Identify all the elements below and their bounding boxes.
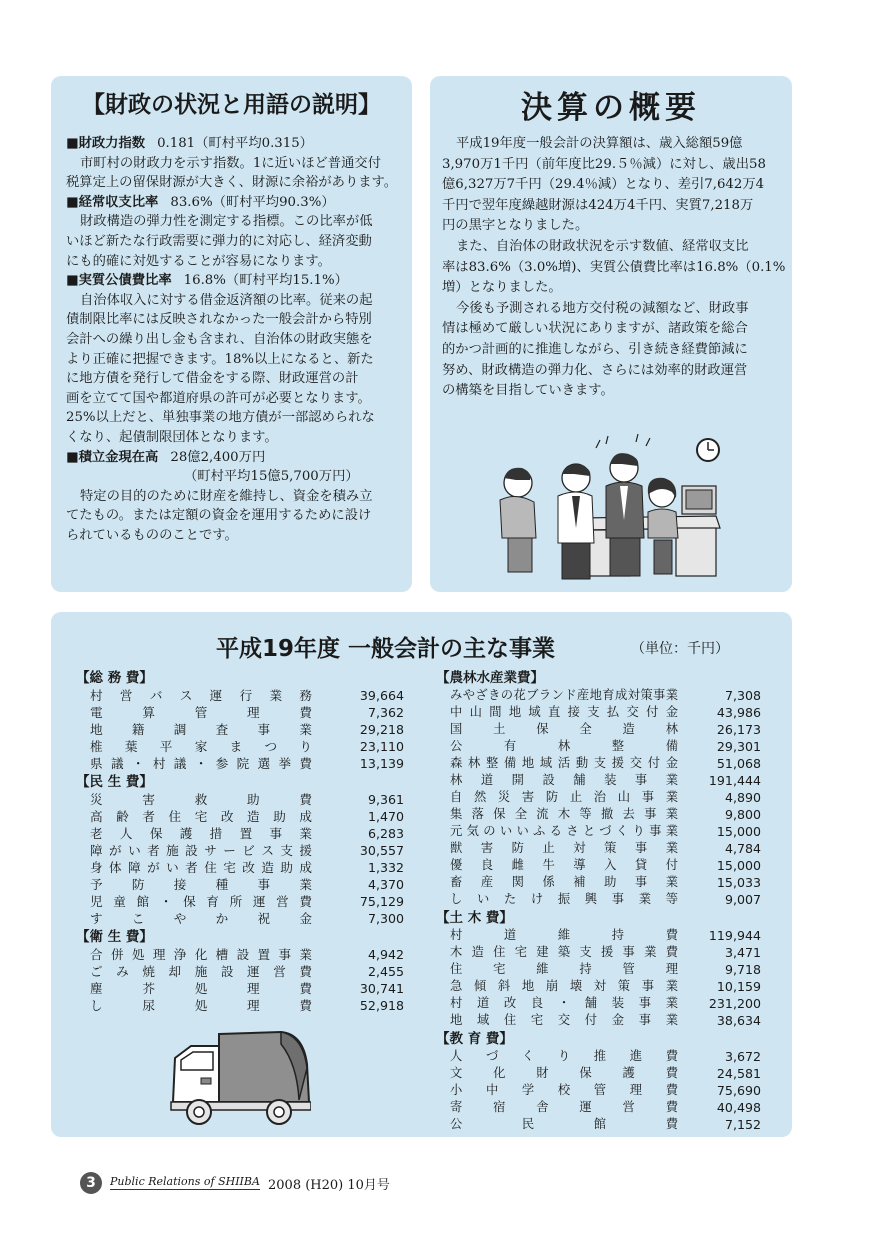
summary-body xyxy=(442,134,784,402)
category-heading: 【総 務 費】 xyxy=(76,670,153,686)
summary-text: 努め、財政構造の弾力化、さらには効率的財政運営 xyxy=(442,362,748,378)
term-text: 債制限比率には反映されなかった一般会計から特別 xyxy=(66,312,372,328)
project-amount: 10,159 xyxy=(716,979,761,994)
project-name: すこやか祝金 xyxy=(90,911,312,926)
project-row xyxy=(436,1099,761,1116)
project-name: 公有林整備 xyxy=(450,739,678,753)
project-name: みやざきの花ブランド産地育成対策事業 xyxy=(450,688,678,702)
project-name: 国土保全造林 xyxy=(450,722,678,736)
project-amount: 7,300 xyxy=(367,911,404,926)
project-amount: 191,444 xyxy=(708,773,761,788)
project-name: 小中学校管理費 xyxy=(450,1083,678,1097)
project-row xyxy=(76,980,404,997)
project-amount: 29,218 xyxy=(359,722,404,737)
term-text: 自治体収入に対する借金返済額の比率。従来の起 xyxy=(80,292,373,308)
summary-text: 3,970万1千円（前年度比29.５％減）に対し、歳出58 xyxy=(442,156,766,172)
project-amount: 6,283 xyxy=(367,826,404,841)
project-row xyxy=(436,1116,761,1133)
project-amount: 9,718 xyxy=(724,962,761,977)
summary-text: 率は83.6%（3.0%増)、実質公債費比率は16.8%（0.1% xyxy=(442,259,786,275)
project-row xyxy=(436,704,761,721)
project-row xyxy=(76,808,404,825)
project-amount: 39,664 xyxy=(359,688,404,703)
project-name: 人づくり推進費 xyxy=(450,1049,678,1063)
project-name: 村道維持費 xyxy=(450,928,678,942)
project-name: 老人保護措置事業 xyxy=(90,826,312,841)
project-amount: 1,332 xyxy=(367,860,404,875)
project-amount: 15,033 xyxy=(716,875,761,890)
page-number: 3 xyxy=(80,1172,102,1194)
project-row xyxy=(436,789,761,806)
term-text: 特定の目的のために財産を維持し、資金を積み立 xyxy=(80,488,373,504)
projects-unit: （単位：千円） xyxy=(631,641,729,657)
project-row xyxy=(76,704,404,721)
project-amount: 4,784 xyxy=(724,841,761,856)
term-text: 会計への繰り出し金も含まれ、自治体の財政実態を xyxy=(66,331,373,347)
project-name: 寄宿舎運営費 xyxy=(450,1100,678,1114)
project-amount: 23,110 xyxy=(359,739,404,754)
project-name: 椎葉平家まつり xyxy=(90,739,312,754)
project-row xyxy=(436,1082,761,1099)
project-row xyxy=(76,842,404,859)
project-name: 森林整備地域活動支援交付金 xyxy=(450,756,678,770)
category-heading: 【民 生 費】 xyxy=(76,774,153,790)
summary-text: また、自治体の財政状況を示す数値、経常収支比 xyxy=(456,238,749,254)
term-text: くなり、起債制限団体となります。 xyxy=(66,429,278,445)
project-row xyxy=(436,806,761,823)
summary-text: の構築を目指していきます。 xyxy=(442,383,614,399)
term-heading: ■経常収支比率 83.6%（町村平均90.3%） xyxy=(66,194,335,210)
summary-text: 平成19年度一般会計の決算額は、歳入総額59億 xyxy=(456,136,743,151)
project-row xyxy=(76,910,404,927)
project-name: 中山間地域直接支払交付金 xyxy=(450,705,678,719)
term-text: に地方債を発行して借金をする際、財政運営の計 xyxy=(66,371,359,387)
project-amount: 9,007 xyxy=(724,892,761,907)
project-amount: 3,672 xyxy=(724,1049,761,1064)
project-row xyxy=(436,738,761,755)
term-text: より正確に把握できます。18%以上になると、新た xyxy=(66,351,374,367)
project-amount: 38,634 xyxy=(716,1013,761,1028)
summary-text: 円の黒字となりました。 xyxy=(442,218,589,234)
project-name: 高齢者住宅改造助成 xyxy=(90,809,312,824)
term-subvalue: （町村平均15億5,700万円） xyxy=(184,469,359,485)
project-amount: 9,361 xyxy=(367,792,404,807)
term-heading: ■積立金現在高 28億2,400万円 xyxy=(66,449,266,465)
projects-panel xyxy=(51,612,792,1137)
project-row xyxy=(436,1012,761,1029)
project-name: しいたけ振興事業等 xyxy=(450,892,678,906)
category-heading: 【衛 生 費】 xyxy=(76,929,153,945)
project-name: 予防接種事業 xyxy=(90,877,312,892)
project-row xyxy=(76,997,404,1014)
issue-label: 2008 (H20) 10月号 xyxy=(268,1178,390,1193)
project-name: 県議・村議・参院選挙費 xyxy=(90,756,312,771)
terms-body xyxy=(66,134,404,545)
term-text: 市町村の財政力を示す指数。1に近いほど普通交付 xyxy=(80,155,381,171)
project-amount: 9,800 xyxy=(724,807,761,822)
project-name: 元気のいいふるさとづくり事業 xyxy=(450,824,678,838)
term-text: 税算定上の留保財源が大きく、財源に余裕があります。 xyxy=(66,175,398,191)
project-row xyxy=(436,840,761,857)
project-amount: 40,498 xyxy=(716,1100,761,1115)
summary-text: 情は極めて厳しい状況にありますが、諸政策を総合 xyxy=(442,321,748,337)
project-row xyxy=(436,772,761,789)
term-text: られているもののことです。 xyxy=(66,527,238,543)
term-text: てたもの。または定額の資金を運用するために設け xyxy=(66,508,372,524)
project-row xyxy=(76,876,404,893)
project-name: 獣害防止対策事業 xyxy=(450,841,678,855)
project-name: 合併処理浄化槽設置事業 xyxy=(90,947,312,962)
project-row xyxy=(436,874,761,891)
project-row xyxy=(436,687,761,704)
project-name: 急傾斜地崩壊対策事業 xyxy=(450,979,678,993)
project-row xyxy=(436,1048,761,1065)
project-name: 自然災害防止治山事業 xyxy=(450,790,678,804)
project-row xyxy=(76,791,404,808)
project-amount: 30,557 xyxy=(359,843,404,858)
project-amount: 7,152 xyxy=(724,1117,761,1132)
summary-text: 千円で翌年度繰越財源は424万4千円、実質7,218万 xyxy=(442,197,754,213)
category-heading: 【教 育 費】 xyxy=(436,1031,513,1047)
project-name: 文化財保護費 xyxy=(450,1066,678,1080)
summary-text: 的かつ計画的に推進しながら、引き続き経費節減に xyxy=(442,341,748,357)
project-row xyxy=(76,893,404,910)
category-heading: 【農林水産業費】 xyxy=(436,670,544,686)
project-amount: 43,986 xyxy=(716,705,761,720)
project-row xyxy=(436,721,761,738)
project-amount: 3,471 xyxy=(724,945,761,960)
term-text: にも的確に対処することが容易になります。 xyxy=(66,253,331,269)
project-name: 児童館・保育所運営費 xyxy=(90,894,312,909)
project-amount: 30,741 xyxy=(359,981,404,996)
term-text: 財政構造の弾力性を測定する指標。この比率が低 xyxy=(80,214,373,230)
project-amount: 15,000 xyxy=(716,858,761,873)
project-row xyxy=(76,825,404,842)
terms-panel xyxy=(51,76,412,592)
project-amount: 231,200 xyxy=(708,996,761,1011)
publication-name: Public Relations of SHIIBA xyxy=(110,1175,260,1188)
summary-title: 決算の概要 xyxy=(521,90,701,126)
project-row xyxy=(76,963,404,980)
project-name: 地籍調査事業 xyxy=(90,722,312,737)
project-amount: 4,890 xyxy=(724,790,761,805)
project-name: ごみ焼却施設運営費 xyxy=(90,964,312,979)
project-amount: 4,370 xyxy=(367,877,404,892)
project-name: 木造住宅建築支援事業費 xyxy=(450,945,678,959)
project-row xyxy=(76,738,404,755)
term-heading: ■財政力指数 0.181（町村平均0.315） xyxy=(66,136,313,151)
project-amount: 13,139 xyxy=(359,756,404,771)
project-amount: 7,362 xyxy=(367,705,404,720)
project-name: 地域住宅交付金事業 xyxy=(450,1013,678,1027)
summary-text: 今後も予測される地方交付税の減額など、財政事 xyxy=(456,300,749,316)
project-amount: 4,942 xyxy=(367,947,404,962)
project-row xyxy=(436,857,761,874)
project-amount: 2,455 xyxy=(367,964,404,979)
terms-title: 【財政の状況と用語の説明】 xyxy=(82,92,381,118)
project-name: 林道開設舗装事業 xyxy=(450,773,678,787)
project-amount: 75,129 xyxy=(359,894,404,909)
project-name: し尿処理費 xyxy=(90,998,312,1013)
summary-panel xyxy=(430,76,792,592)
category-heading: 【土 木 費】 xyxy=(436,910,513,926)
project-row xyxy=(76,859,404,876)
summary-text: 増）となりました。 xyxy=(442,280,562,296)
project-row xyxy=(436,755,761,772)
project-amount: 1,470 xyxy=(367,809,404,824)
project-row xyxy=(436,978,761,995)
term-text: いほど新たな行政需要に弾力的に対応し、経済変動 xyxy=(66,233,372,249)
project-amount: 7,308 xyxy=(724,688,761,703)
project-amount: 52,918 xyxy=(359,998,404,1013)
project-row xyxy=(436,944,761,961)
project-row xyxy=(436,1065,761,1082)
project-row xyxy=(76,755,404,772)
project-row xyxy=(76,946,404,963)
project-amount: 15,000 xyxy=(716,824,761,839)
project-row xyxy=(76,721,404,738)
summary-text: 億6,327万7千円（29.4％減）となり、差引7,642万4 xyxy=(442,177,765,193)
project-amount: 51,068 xyxy=(716,756,761,771)
project-row xyxy=(436,995,761,1012)
project-name: 電算管理費 xyxy=(90,705,312,720)
project-amount: 26,173 xyxy=(716,722,761,737)
project-name: 優良雌牛導入貸付 xyxy=(450,858,678,872)
project-row xyxy=(436,823,761,840)
term-heading: ■実質公債費比率 16.8%（町村平均15.1%） xyxy=(66,273,348,289)
project-amount: 29,301 xyxy=(716,739,761,754)
project-row xyxy=(436,961,761,978)
projects-right-column xyxy=(436,668,761,1133)
project-name: 公民館費 xyxy=(450,1117,678,1131)
term-text: 画を立てて国や都道府県の許可が必要となります。 xyxy=(66,390,371,406)
project-name: 村営バス運行業務 xyxy=(90,688,312,703)
project-name: 災害救助費 xyxy=(90,792,312,807)
project-name: 住宅維持管理 xyxy=(450,962,678,976)
projects-title: 平成19年度 一般会計の主な事業 xyxy=(216,636,556,662)
project-name: 身体障がい者住宅改造助成 xyxy=(90,860,312,875)
project-name: 塵芥処理費 xyxy=(90,981,312,996)
project-name: 障がい者施設サービス支援 xyxy=(90,843,312,858)
term-text: 25%以上だと、単独事業の地方債が一部認められな xyxy=(66,410,375,426)
project-name: 集落保全流木等撤去事業 xyxy=(450,807,678,821)
project-name: 村道改良・舗装事業 xyxy=(450,996,678,1010)
project-row xyxy=(76,687,404,704)
projects-left-column xyxy=(76,668,404,1014)
project-amount: 119,944 xyxy=(708,928,761,943)
office-workers-illustration xyxy=(486,428,730,583)
garbage-truck-illustration xyxy=(169,1024,311,1128)
project-row xyxy=(436,927,761,944)
project-amount: 24,581 xyxy=(716,1066,761,1081)
project-row xyxy=(436,891,761,908)
project-amount: 75,690 xyxy=(716,1083,761,1098)
project-name: 畜産関係補助事業 xyxy=(450,875,678,889)
